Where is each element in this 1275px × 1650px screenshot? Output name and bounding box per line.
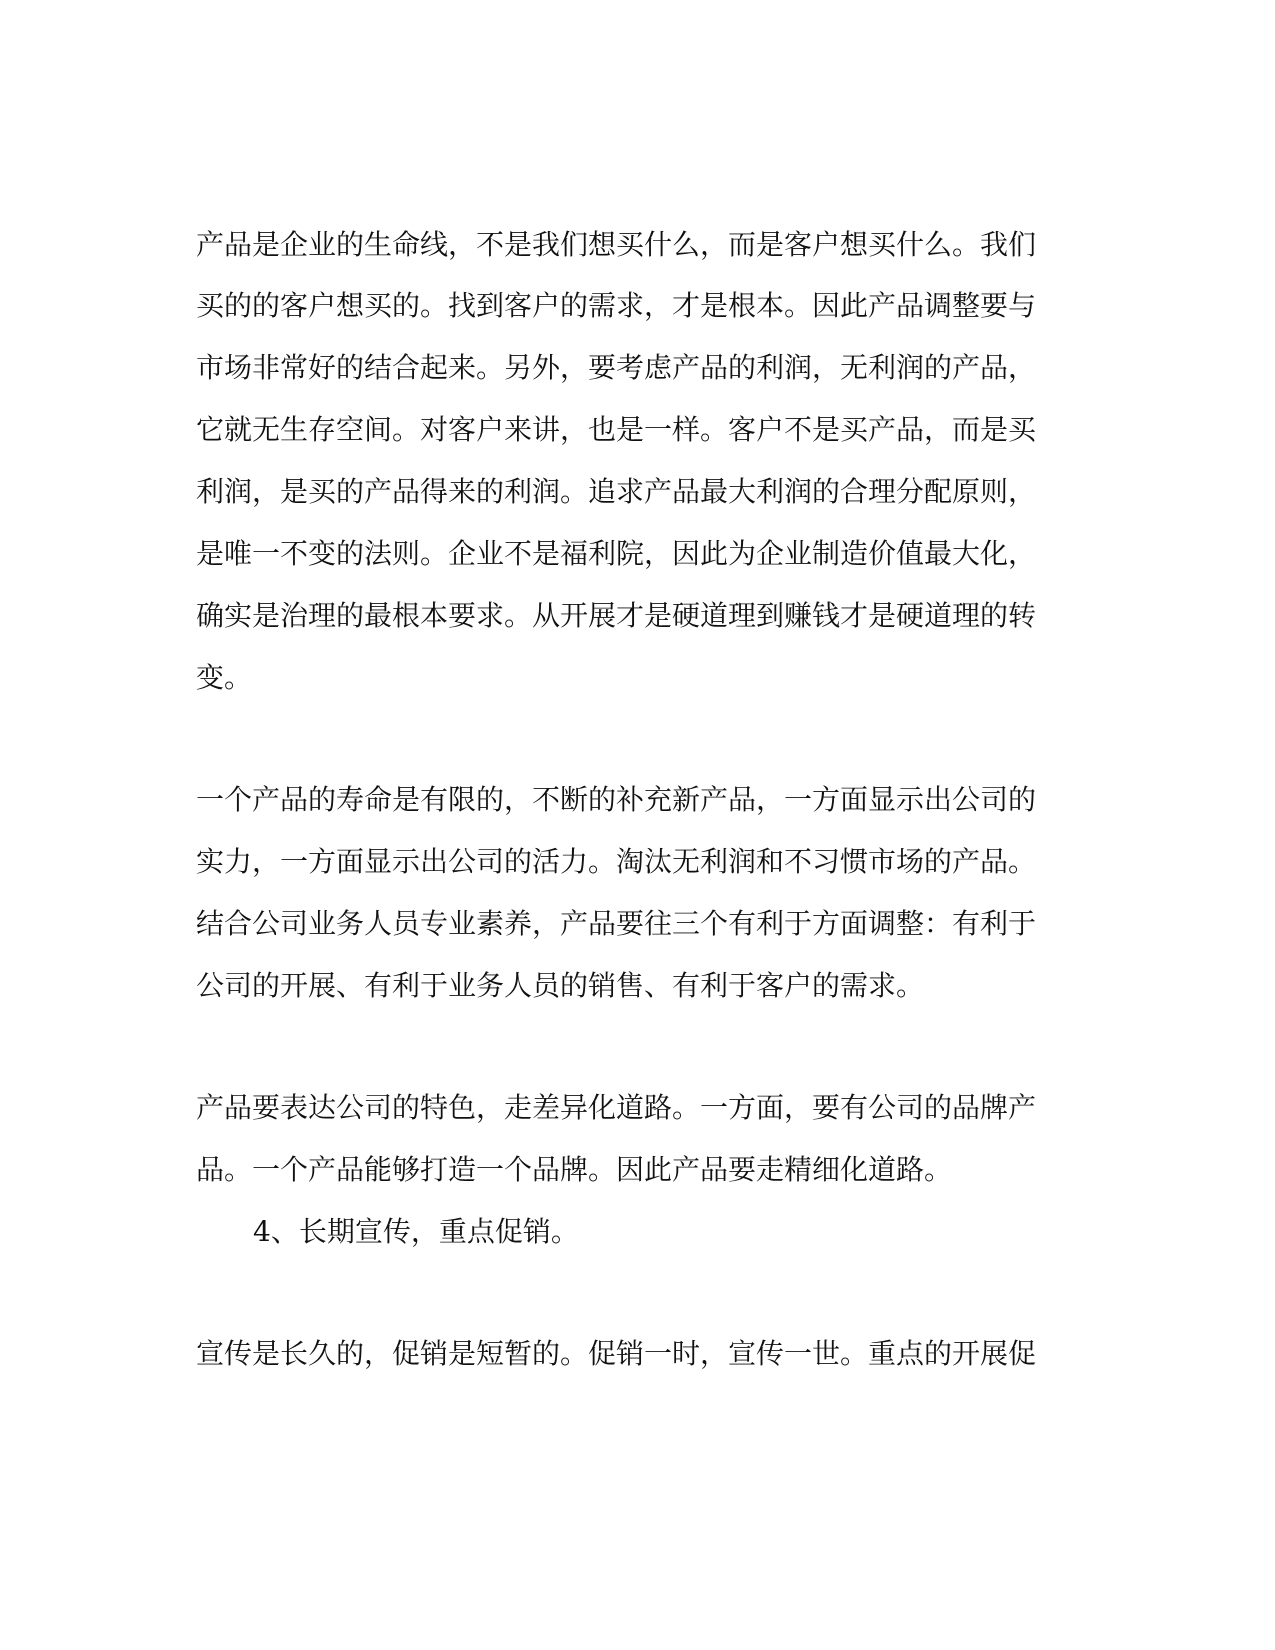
paragraph-2-line-4: 公司的开展、有利于业务人员的销售、有利于客户的需求。 xyxy=(196,969,925,1002)
paragraph-5-line-1: 宣传是长久的，促销是短暂的。促销一时，宣传一世。重点的开展促 xyxy=(196,1337,1037,1370)
paragraph-1-line-5: 利润，是买的产品得来的利润。追求产品最大利润的合理分配原则， xyxy=(196,475,1037,508)
paragraph-1-line-3: 市场非常好的结合起来。另外，要考虑产品的利润，无利润的产品， xyxy=(196,351,1037,384)
paragraph-1-line-1: 产品是企业的生命线，不是我们想买什么，而是客户想买什么。我们 xyxy=(196,228,1037,261)
section-heading: 4、长期宣传，重点促销。 xyxy=(253,1215,579,1248)
paragraph-1-line-7: 确实是治理的最根本要求。从开展才是硬道理到赚钱才是硬道理的转 xyxy=(196,599,1037,632)
paragraph-2-line-1: 一个产品的寿命是有限的，不断的补充新产品，一方面显示出公司的 xyxy=(196,783,1037,816)
paragraph-1-line-4: 它就无生存空间。对客户来讲，也是一样。客户不是买产品，而是买 xyxy=(196,413,1037,446)
paragraph-1-line-2: 买的的客户想买的。找到客户的需求，才是根本。因此产品调整要与 xyxy=(196,289,1037,322)
paragraph-2-line-3: 结合公司业务人员专业素养，产品要往三个有利于方面调整：有利于 xyxy=(196,907,1037,940)
paragraph-1-line-6: 是唯一不变的法则。企业不是福利院，因此为企业制造价值最大化， xyxy=(196,537,1037,570)
paragraph-2-line-2: 实力，一方面显示出公司的活力。淘汰无利润和不习惯市场的产品。 xyxy=(196,845,1037,878)
paragraph-1-line-8: 变。 xyxy=(196,661,253,694)
paragraph-3-line-1: 产品要表达公司的特色，走差异化道路。一方面，要有公司的品牌产 xyxy=(196,1091,1037,1124)
paragraph-3-line-2: 品。一个产品能够打造一个品牌。因此产品要走精细化道路。 xyxy=(196,1153,953,1186)
